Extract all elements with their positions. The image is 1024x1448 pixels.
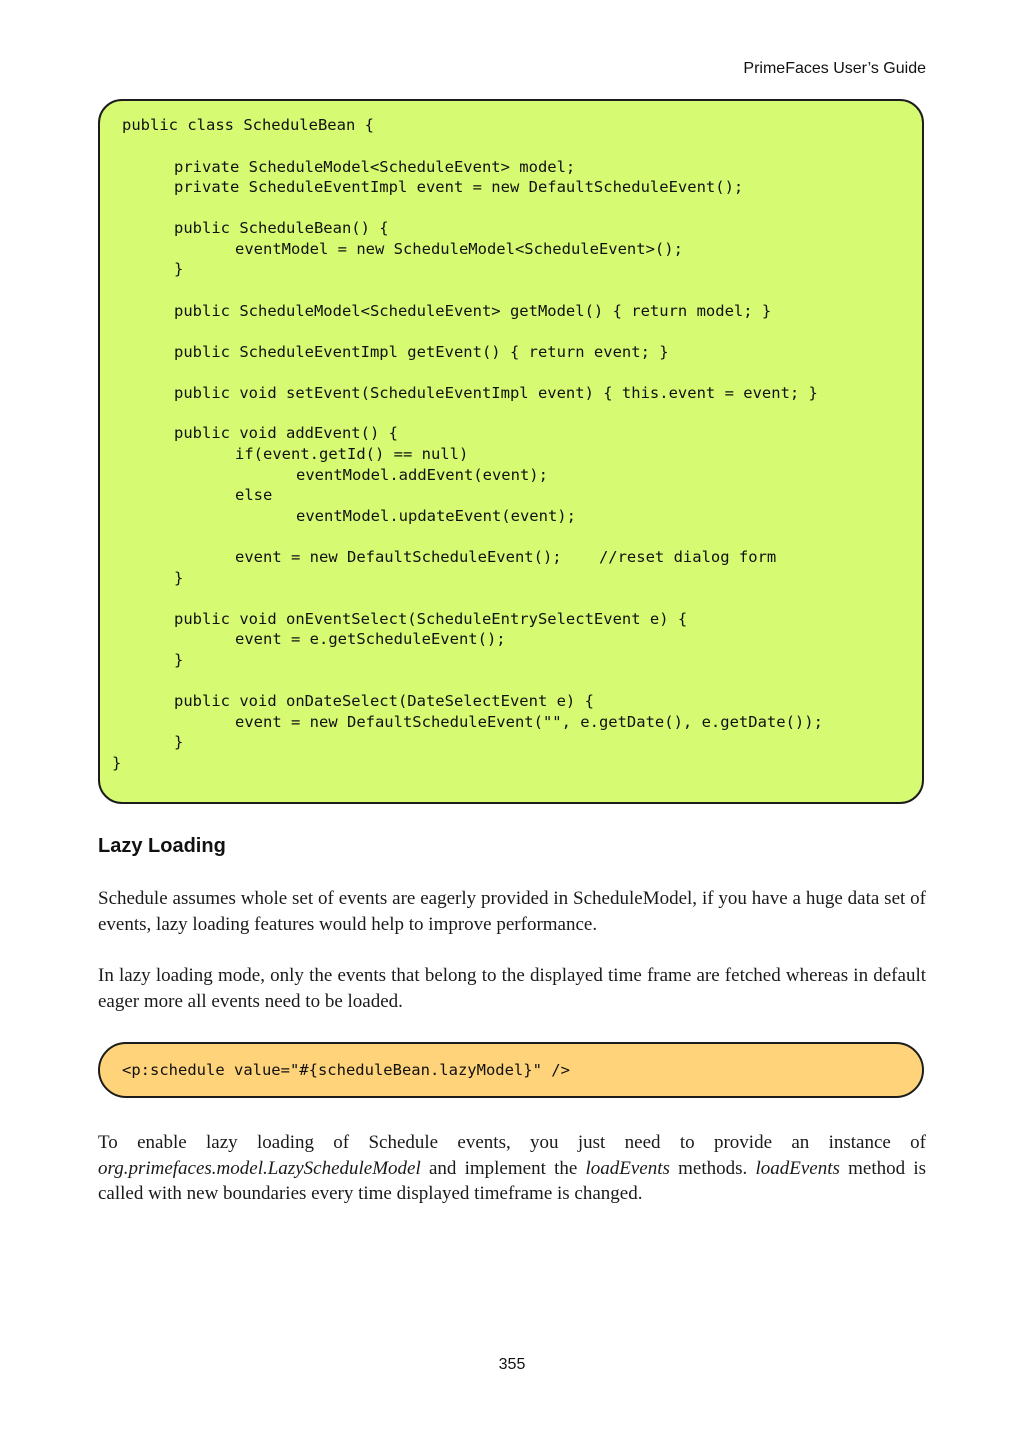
text-span: methods. (669, 1157, 756, 1179)
code-line: eventModel.addEvent(event); (296, 466, 548, 484)
code-line: if(event.getId() == null) (235, 445, 469, 463)
code-line: public class ScheduleBean { (122, 116, 374, 134)
running-header: PrimeFaces User’s Guide (743, 60, 926, 77)
method-name-reference: loadEvents (585, 1157, 670, 1179)
code-line: <p:schedule value="#{scheduleBean.lazyModel}" /> (122, 1061, 570, 1079)
code-line: public ScheduleBean() { (174, 219, 389, 237)
paragraph-lazy-mode: In lazy loading mode, only the events that belong to the displayed time frame are fetched whereas in default eager more all events need to be loaded. (98, 965, 926, 1012)
text-span: and implement the (420, 1157, 586, 1179)
code-line: else (235, 486, 273, 504)
code-line: private ScheduleModel<ScheduleEvent> model; (174, 158, 576, 176)
code-line: } (174, 651, 184, 669)
text-span: To enable lazy loading of Schedule events, you just need to provide an instance of (98, 1132, 926, 1153)
text-span: method is called with new boundaries every time displayed timeframe is changed. (98, 1157, 926, 1204)
method-name-reference: loadEvents (755, 1157, 840, 1179)
code-line: eventModel.updateEvent(event); (296, 507, 576, 525)
code-line: public ScheduleEventImpl getEvent() { return event; } (174, 343, 669, 361)
code-line: public void onEventSelect(ScheduleEntrySelectEvent e) { (174, 610, 688, 628)
paragraph-eager-loading: Schedule assumes whole set of events are eagerly provided in ScheduleModel, if you have a huge data set of events, lazy loading features would help to improve performance. (98, 888, 926, 935)
code-line: private ScheduleEventImpl event = new DefaultScheduleEvent(); (174, 178, 744, 196)
code-line: eventModel = new ScheduleModel<ScheduleEvent>(); (235, 240, 683, 258)
code-line: } (174, 260, 184, 278)
code-line: } (112, 754, 122, 772)
code-line: public void onDateSelect(DateSelectEvent e) { (174, 692, 594, 710)
code-line: } (174, 733, 184, 751)
code-block-schedule-tag (98, 1042, 924, 1098)
code-line: public void setEvent(ScheduleEventImpl event) { this.event = event; } (174, 384, 818, 402)
code-line: public ScheduleModel<ScheduleEvent> getModel() { return model; } (174, 302, 772, 320)
code-line: event = new DefaultScheduleEvent("", e.getDate(), e.getDate()); (235, 713, 823, 731)
page-number: 355 (498, 1356, 526, 1373)
code-line: event = e.getScheduleEvent(); (235, 630, 506, 648)
section-heading: Lazy Loading (98, 835, 226, 857)
code-line: event = new DefaultScheduleEvent(); //reset dialog form (235, 548, 777, 566)
class-name-reference: org.primefaces.model.LazyScheduleModel (98, 1157, 421, 1179)
paragraph-enable-lazy (98, 1130, 926, 1207)
code-line: public void addEvent() { (174, 424, 398, 442)
code-block-schedule-bean (98, 99, 924, 804)
code-line: } (174, 569, 184, 587)
